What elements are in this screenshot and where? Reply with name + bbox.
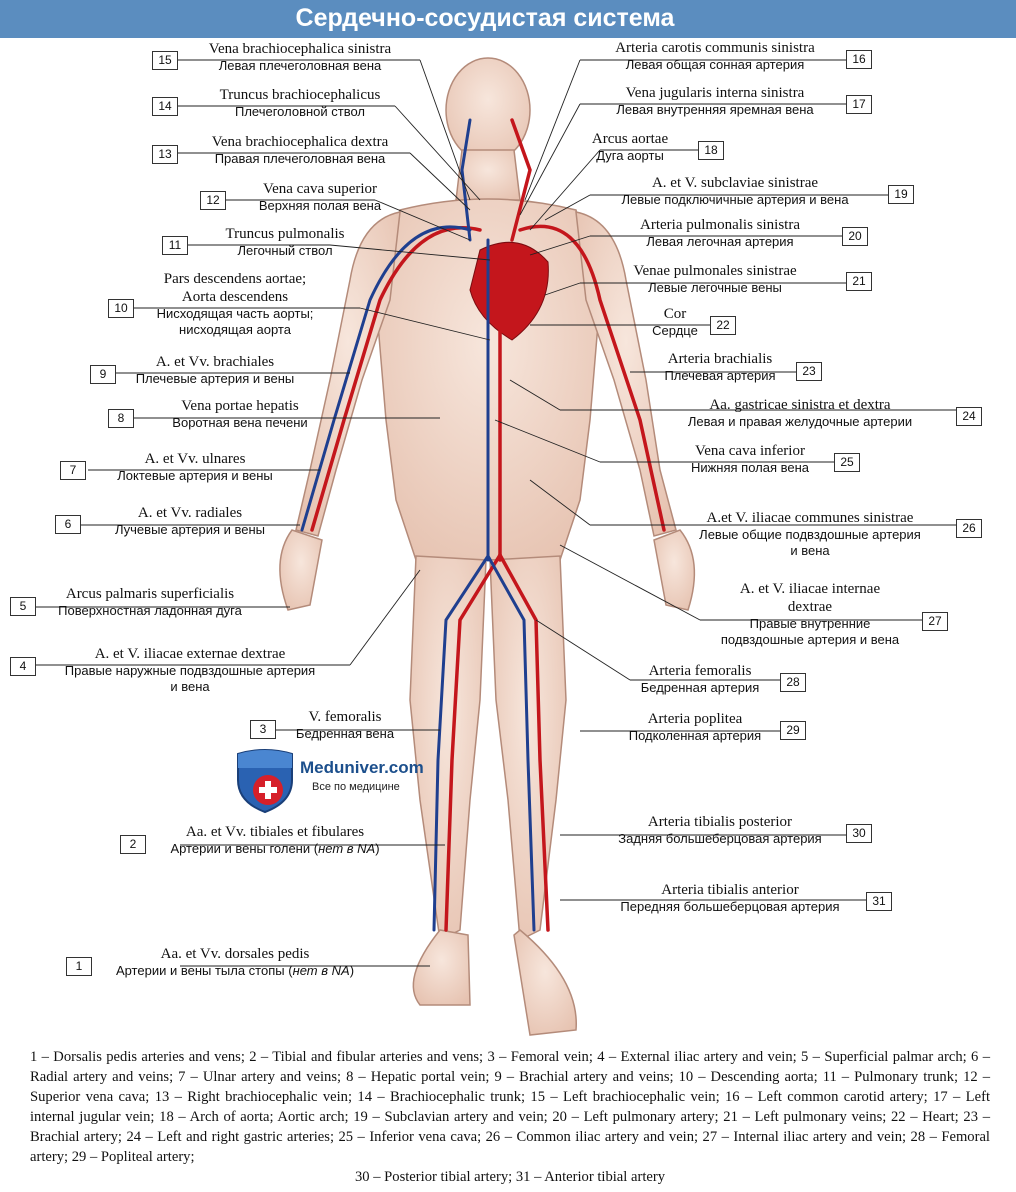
label-21 — [590, 262, 840, 296]
label-19 — [585, 174, 885, 208]
label-2-latin: Aa. et Vv. tibiales et fibulares — [185, 824, 365, 840]
label-7-number: 7 — [60, 461, 86, 480]
label-4-number: 4 — [10, 657, 36, 676]
label-10-number: 10 — [108, 299, 134, 318]
label-13-number: 13 — [152, 145, 178, 164]
shield-icon — [234, 748, 296, 814]
label-8-latin: Vena portae hepatis — [181, 398, 299, 414]
label-25-latin: Vena cava inferior — [695, 443, 805, 459]
label-28-russian: Бедренная артерия — [640, 680, 760, 695]
label-10-latin: Pars descendens aortae; — [163, 271, 307, 287]
caption-text: 1 – Dorsalis pedis arteries and vens; 2 – Tibial and fibular arteries and vens; 3 – Femoral vein; 4 – External iliac artery and vein; 5 – Superficial palmar arch; 6 – Radial artery and veins; 7 – Ulnar artery and veins; 8 – Hepatic portal vein; 9 – Brachial artery and veins; 10 – Descending aorta; 11 – Pulmonary trunk; 12 – Superior vena cava; 13 – Right brachiocephalic vein; 14 – Brachiocephalic trunk; 15 – Left brachiocephalic vein; 16 – Left common carotid artery; 17 – Left internal jugular vein; 18 – Arch of aorta; Aortic arch; 19 – Subclavian artery and vein; 20 – Left pulmonary artery; 21 – Left pulmonary veins; 22 – Heart; 23 – Brachial artery; 24 – Left and right gastric arteries; 25 – Inferior vena cava; 26 – Common iliac artery and vein; 27 – Internal iliac artery and vein; 28 – Femoral artery; 29 – Popliteal artery; — [30, 1049, 990, 1165]
label-27-russian2: подвздошные артерия и вена — [720, 632, 900, 647]
label-27-latin2: dextrae — [787, 599, 833, 615]
label-11 — [160, 225, 410, 259]
label-9-russian: Плечевые артерия и вены — [135, 371, 295, 386]
label-3-latin: V. femoralis — [308, 709, 382, 725]
label-31-russian: Передняя большеберцовая артерия — [620, 899, 840, 914]
label-18-latin: Arcus aortae — [591, 131, 669, 147]
label-6 — [55, 504, 325, 538]
label-29 — [610, 710, 780, 744]
label-2-number: 2 — [120, 835, 146, 854]
label-21-russian: Левые легочные вены — [648, 280, 782, 295]
label-17-latin: Vena jugularis interna sinistra — [625, 85, 805, 101]
label-8-russian: Воротная вена печени — [172, 415, 308, 430]
label-7 — [60, 450, 330, 484]
label-15 — [150, 40, 450, 74]
label-2: Aa. et Vv. tibiales et fibulares Артерии и вены голени (нет в NA) — [145, 823, 405, 857]
label-10 — [100, 270, 370, 338]
label-21-number: 21 — [846, 272, 872, 291]
label-24-number: 24 — [956, 407, 982, 426]
label-7-russian: Локтевые артерия и вены — [117, 468, 273, 483]
label-12-russian: Верхняя полая вена — [258, 198, 382, 213]
label-2-note: нет в NA — [318, 841, 376, 856]
label-30-russian: Задняя большеберцовая артерия — [618, 831, 822, 846]
label-20-russian: Левая легочная артерия — [646, 234, 794, 249]
figure-caption — [30, 1047, 990, 1187]
label-18 — [585, 130, 675, 164]
label-20 — [600, 216, 840, 250]
caption-last-line: 30 – Posterior tibial artery; 31 – Anterior tibial artery — [354, 1169, 666, 1185]
label-30 — [595, 813, 845, 847]
label-10-russian2: нисходящая аорта — [179, 322, 291, 337]
label-1-number: 1 — [66, 957, 92, 976]
label-26-russian2: и вена — [790, 543, 830, 558]
label-23 — [640, 350, 800, 384]
label-2-russian: Артерии и вены голени — [170, 841, 311, 856]
label-18-number: 18 — [698, 141, 724, 160]
label-7-latin: A. et Vv. ulnares — [144, 451, 246, 467]
label-24-russian: Левая и правая желудочные артерии — [687, 414, 913, 429]
label-23-number: 23 — [796, 362, 822, 381]
label-5-number: 5 — [10, 597, 36, 616]
logo-name: Meduniver.com — [300, 758, 424, 777]
label-3-number: 3 — [250, 720, 276, 739]
label-20-number: 20 — [842, 227, 868, 246]
label-13 — [150, 133, 450, 167]
label-4 — [30, 645, 350, 695]
label-31-number: 31 — [866, 892, 892, 911]
label-26 — [670, 509, 950, 559]
label-9-latin: A. et Vv. brachiales — [155, 354, 275, 370]
label-3-russian: Бедренная вена — [295, 726, 395, 741]
label-13-russian: Правая плечеголовная вена — [214, 151, 386, 166]
label-14-latin: Truncus brachiocephalicus — [219, 87, 381, 103]
label-4-latin: A. et V. iliacae externae dextrae — [94, 646, 286, 662]
label-5 — [10, 585, 290, 619]
label-29-russian: Подколенная артерия — [628, 728, 762, 743]
label-10-latin2: Aorta descendens — [181, 289, 289, 305]
page-title: Сердечно-сосудистая система — [295, 4, 675, 32]
label-29-latin: Arteria poplitea — [647, 711, 743, 727]
label-21-latin: Venae pulmonales sinistrae — [633, 263, 797, 279]
label-5-latin: Arcus palmaris superficialis — [65, 586, 235, 602]
label-28-number: 28 — [780, 673, 806, 692]
label-22-russian: Сердце — [652, 323, 698, 338]
label-22-latin: Cor — [663, 306, 687, 322]
label-25-number: 25 — [834, 453, 860, 472]
label-27-number: 27 — [922, 612, 948, 631]
label-31 — [600, 881, 860, 915]
label-20-latin: Arteria pulmonalis sinistra — [640, 217, 800, 233]
label-8 — [100, 397, 380, 431]
label-3 — [270, 708, 420, 742]
label-22-number: 22 — [710, 316, 736, 335]
title-bar — [0, 0, 1016, 38]
logo-tagline: Все по медицине — [312, 781, 400, 793]
label-10-russian: Нисходящая часть аорты; — [156, 306, 314, 321]
label-18-russian: Дуга аорты — [596, 148, 664, 163]
label-15-latin: Vena brachiocephalica sinistra — [208, 41, 392, 57]
label-5-russian: Поверхностная ладонная дуга — [58, 603, 242, 618]
label-16-number: 16 — [846, 50, 872, 69]
label-6-russian: Лучевые артерия и вены — [114, 522, 265, 537]
label-28 — [620, 662, 780, 696]
label-4-russian2: и вена — [170, 679, 210, 694]
label-17-russian: Левая внутренняя яремная вена — [616, 102, 814, 117]
label-16 — [580, 39, 850, 73]
label-19-number: 19 — [888, 185, 914, 204]
label-1-note: нет в NA — [292, 963, 350, 978]
label-24-latin: Aa. gastricae sinistra et dextra — [709, 397, 891, 413]
label-29-number: 29 — [780, 721, 806, 740]
label-31-latin: Arteria tibialis anterior — [661, 882, 799, 898]
label-14-number: 14 — [152, 97, 178, 116]
label-9 — [90, 353, 340, 387]
label-11-latin: Truncus pulmonalis — [225, 226, 345, 242]
label-26-russian: Левые общие подвздошные артерия — [699, 527, 921, 542]
label-17 — [580, 84, 850, 118]
label-30-latin: Arteria tibialis posterior — [647, 814, 793, 830]
label-13-latin: Vena brachiocephalica dextra — [211, 134, 389, 150]
label-14-russian: Плечеголовной ствол — [234, 104, 366, 119]
label-8-number: 8 — [108, 409, 134, 428]
label-27 — [700, 580, 920, 648]
label-27-latin: A. et V. iliacae internae — [739, 581, 881, 597]
label-15-russian: Левая плечеголовная вена — [218, 58, 382, 73]
label-26-latin: A.et V. iliacae communes sinistrae — [706, 510, 914, 526]
label-16-latin: Arteria carotis communis sinistra — [615, 40, 815, 56]
label-1-latin: Aa. et Vv. dorsales pedis — [160, 946, 310, 962]
label-26-number: 26 — [956, 519, 982, 538]
label-1: Aa. et Vv. dorsales pedis Артерии и вены тыла стопы (нет в NA) — [95, 945, 375, 979]
label-12-number: 12 — [200, 191, 226, 210]
label-23-latin: Arteria brachialis — [667, 351, 773, 367]
label-24 — [650, 396, 950, 430]
label-11-number: 11 — [162, 236, 188, 255]
label-28-latin: Arteria femoralis — [648, 663, 752, 679]
label-27-russian: Правые внутренние — [749, 616, 871, 631]
label-19-latin: A. et V. subclaviae sinistrae — [651, 175, 819, 191]
label-19-russian: Левые подключичные артерия и вена — [621, 192, 849, 207]
meduniver-logo[interactable] — [234, 748, 434, 816]
label-30-number: 30 — [846, 824, 872, 843]
label-9-number: 9 — [90, 365, 116, 384]
label-16-russian: Левая общая сонная артерия — [625, 57, 805, 72]
label-15-number: 15 — [152, 51, 178, 70]
label-12 — [195, 180, 445, 214]
label-6-latin: A. et Vv. radiales — [137, 505, 243, 521]
label-14 — [150, 86, 450, 120]
label-1-russian: Артерии и вены тыла стопы — [115, 963, 285, 978]
label-25-russian: Нижняя полая вена — [690, 460, 810, 475]
label-4-russian: Правые наружные подвздошные артерия — [64, 663, 316, 678]
label-25 — [670, 442, 830, 476]
label-17-number: 17 — [846, 95, 872, 114]
label-6-number: 6 — [55, 515, 81, 534]
label-12-latin: Vena cava superior — [262, 181, 378, 197]
label-11-russian: Легочный ствол — [237, 243, 333, 258]
label-23-russian: Плечевая артерия — [664, 368, 776, 383]
